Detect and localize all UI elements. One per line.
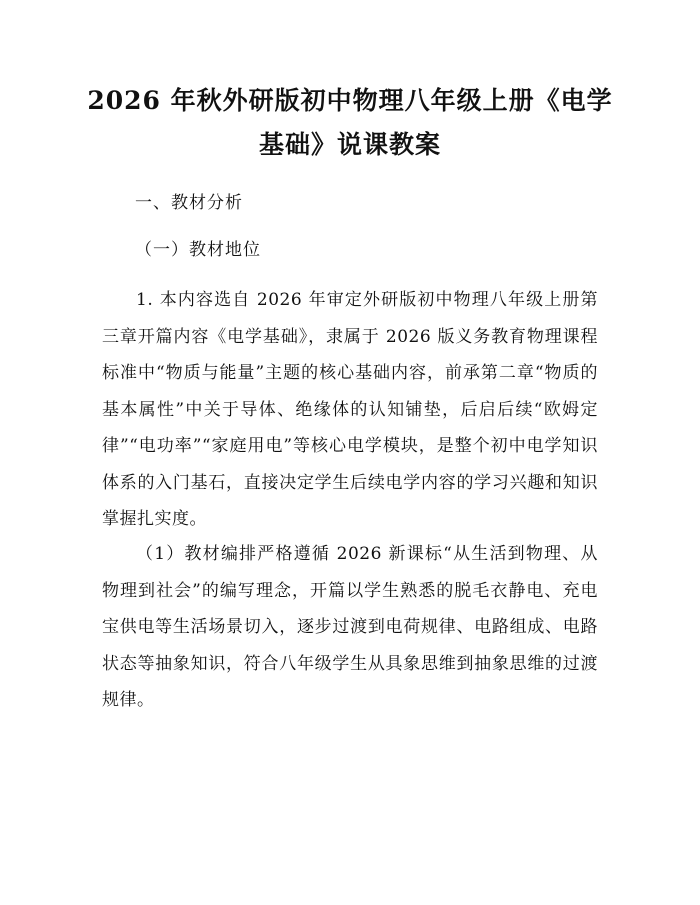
document-title-line-1: 2026 年秋外研版初中物理八年级上册《电学 <box>87 86 613 115</box>
paragraph-1: 1. 本内容选自 2026 年审定外研版初中物理八年级上册第三章开篇内容《电学基础》，隶属于 2026 版义务教育物理课程标准中“物质与能量”主题的核心基础内容，前承第二章“物质的基本属性”中关于导体、绝缘体的认知铺垫，后启后续“欧姆定律”“电功率”“家庭用电”等核心电学模块，是整个初中电学知识体系的入门基石，直接决定学生后续电学内容的学习兴趣和知识掌握扎实度。 <box>102 290 598 529</box>
paragraph-2: （1）教材编排严格遵循 2026 新课标“从生活到物理、从物理到社会”的编写理念，开篇以学生熟悉的脱毛衣静电、充电宝供电等生活场景切入，逐步过渡到电荷规律、电路组成、电路状态等抽象知识，符合八年级学生从具象思维到抽象思维的过渡规律。 <box>102 544 598 710</box>
document-title-line-2: 基础》说课教案 <box>258 130 441 159</box>
subsection-heading: （一）教材地位 <box>135 240 261 260</box>
section-heading: 一、教材分析 <box>135 193 243 213</box>
